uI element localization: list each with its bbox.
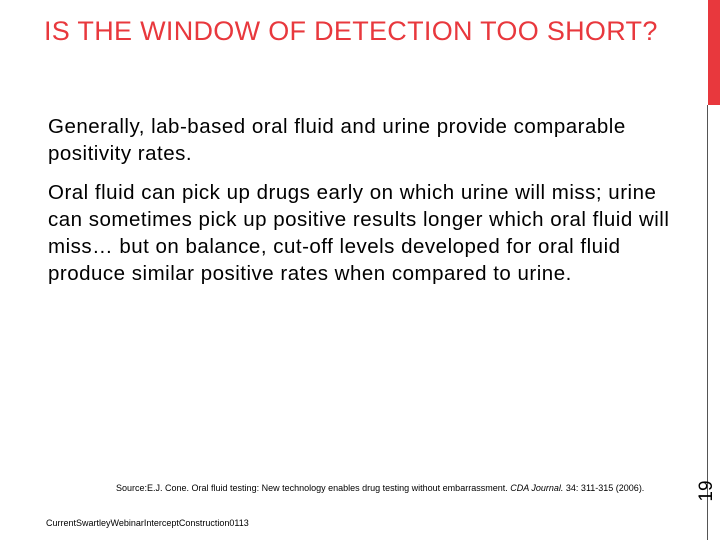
source-citation-text: Source:E.J. Cone. Oral fluid testing: New technology enables drug testing without embarrassment. [116, 483, 508, 493]
accent-bar [708, 0, 720, 105]
paragraph-positivity-rates: Generally, lab-based oral fluid and urine provide comparable positivity rates. [48, 115, 626, 165]
source-citation-details: 34: 311-315 (2006). [565, 483, 645, 493]
footer-label: CurrentSwartleyWebinarInterceptConstruction0113 [46, 518, 249, 528]
slide-number: 19 [696, 480, 717, 502]
source-citation [116, 482, 644, 494]
slide-title: IS THE WINDOW OF DETECTION TOO SHORT? [44, 16, 658, 46]
paragraph-detection-window: Oral fluid can pick up drugs early on which urine will miss; urine can sometimes pick up positive results longer which oral fluid will miss… but on balance, cut-off levels developed for oral fluid produce similar positive rates when compared to urine. [48, 181, 670, 285]
source-journal: CDA Journal. [510, 483, 564, 493]
